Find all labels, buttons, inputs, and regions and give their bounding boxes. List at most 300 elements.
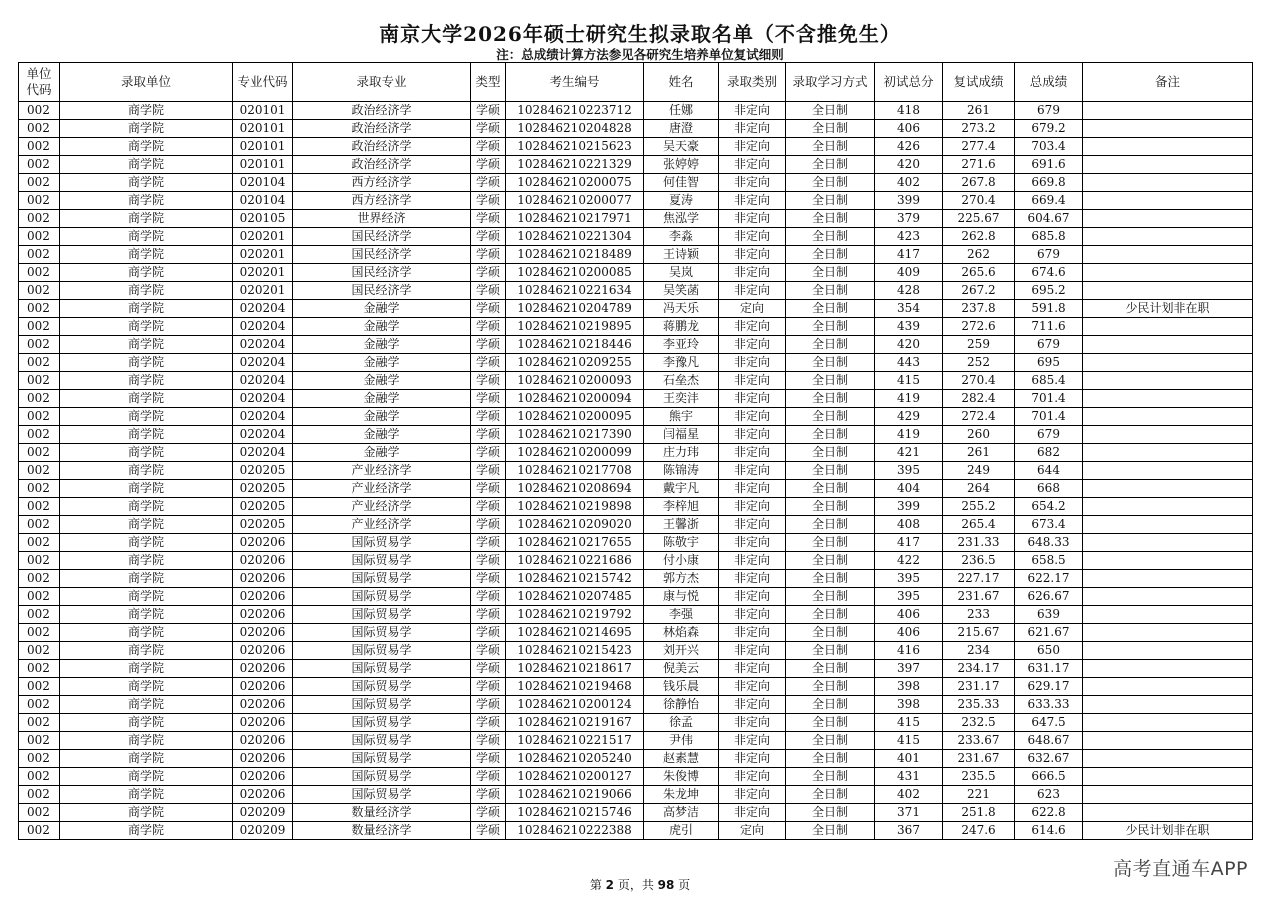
table-row: [19, 174, 1253, 192]
cell-prelim-score: 419: [875, 390, 943, 408]
cell-major-name: 政治经济学: [293, 138, 471, 156]
cell-prelim-score: 406: [875, 120, 943, 138]
header-prelim-score: 初试总分: [875, 63, 943, 102]
cell-retest-score: 264: [943, 480, 1015, 498]
cell-unit-code: 002: [19, 318, 60, 336]
cell-remarks: [1083, 336, 1253, 354]
cell-major-code: 020101: [233, 138, 293, 156]
cell-study-mode: 全日制: [786, 732, 875, 750]
cell-candidate-id: 102846210218446: [506, 336, 644, 354]
cell-student-name: 赵素慧: [644, 750, 719, 768]
cell-unit-code: 002: [19, 336, 60, 354]
cell-admission-unit: 商学院: [60, 282, 233, 300]
cell-unit-code: 002: [19, 606, 60, 624]
cell-prelim-score: 417: [875, 246, 943, 264]
cell-major-code: 020206: [233, 534, 293, 552]
cell-admission-unit: 商学院: [60, 156, 233, 174]
cell-unit-code: 002: [19, 246, 60, 264]
cell-major-name: 国民经济学: [293, 246, 471, 264]
cell-student-name: 李豫凡: [644, 354, 719, 372]
cell-candidate-id: 102846210209255: [506, 354, 644, 372]
cell-major-name: 产业经济学: [293, 498, 471, 516]
cell-major-name: 金融学: [293, 390, 471, 408]
table-row: [19, 606, 1253, 624]
cell-degree-type: 学硕: [471, 588, 506, 606]
cell-remarks: [1083, 570, 1253, 588]
cell-candidate-id: 102846210221304: [506, 228, 644, 246]
cell-candidate-id: 102846210209020: [506, 516, 644, 534]
cell-degree-type: 学硕: [471, 138, 506, 156]
cell-candidate-id: 102846210215623: [506, 138, 644, 156]
cell-total-score: 622.17: [1015, 570, 1083, 588]
cell-major-code: 020209: [233, 804, 293, 822]
cell-total-score: 648.33: [1015, 534, 1083, 552]
cell-major-code: 020204: [233, 408, 293, 426]
cell-remarks: [1083, 462, 1253, 480]
cell-major-name: 国际贸易学: [293, 786, 471, 804]
cell-candidate-id: 102846210217971: [506, 210, 644, 228]
cell-prelim-score: 419: [875, 426, 943, 444]
cell-admission-unit: 商学院: [60, 174, 233, 192]
cell-study-mode: 全日制: [786, 300, 875, 318]
cell-retest-score: 270.4: [943, 192, 1015, 210]
cell-prelim-score: 395: [875, 570, 943, 588]
cell-admission-category: 非定向: [719, 282, 786, 300]
table-header: [19, 63, 1253, 102]
cell-degree-type: 学硕: [471, 768, 506, 786]
cell-major-code: 020204: [233, 300, 293, 318]
footer-suffix: 页: [674, 878, 691, 892]
cell-major-name: 政治经济学: [293, 156, 471, 174]
cell-student-name: 戴宇凡: [644, 480, 719, 498]
cell-unit-code: 002: [19, 534, 60, 552]
header-student-name: 姓名: [644, 63, 719, 102]
table-row: [19, 786, 1253, 804]
cell-candidate-id: 102846210214695: [506, 624, 644, 642]
cell-unit-code: 002: [19, 804, 60, 822]
cell-remarks: [1083, 750, 1253, 768]
cell-student-name: 钱乐晨: [644, 678, 719, 696]
cell-major-name: 政治经济学: [293, 102, 471, 120]
cell-unit-code: 002: [19, 714, 60, 732]
cell-admission-category: 非定向: [719, 480, 786, 498]
cell-major-name: 政治经济学: [293, 120, 471, 138]
page-footer: [0, 876, 1280, 893]
cell-admission-unit: 商学院: [60, 534, 233, 552]
cell-remarks: [1083, 678, 1253, 696]
cell-degree-type: 学硕: [471, 372, 506, 390]
cell-degree-type: 学硕: [471, 408, 506, 426]
cell-retest-score: 282.4: [943, 390, 1015, 408]
cell-total-score: 669.8: [1015, 174, 1083, 192]
cell-major-code: 020204: [233, 372, 293, 390]
cell-total-score: 695.2: [1015, 282, 1083, 300]
cell-candidate-id: 102846210218489: [506, 246, 644, 264]
cell-study-mode: 全日制: [786, 264, 875, 282]
cell-prelim-score: 402: [875, 786, 943, 804]
header-unit-code: 单位代码: [19, 63, 60, 102]
cell-admission-category: 非定向: [719, 624, 786, 642]
cell-prelim-score: 367: [875, 822, 943, 840]
cell-admission-category: 非定向: [719, 714, 786, 732]
cell-study-mode: 全日制: [786, 102, 875, 120]
footer-prefix: 第: [589, 878, 606, 892]
cell-remarks: [1083, 696, 1253, 714]
cell-major-name: 产业经济学: [293, 516, 471, 534]
cell-degree-type: 学硕: [471, 210, 506, 228]
table-row: [19, 516, 1253, 534]
cell-total-score: 691.6: [1015, 156, 1083, 174]
cell-study-mode: 全日制: [786, 588, 875, 606]
cell-major-name: 西方经济学: [293, 174, 471, 192]
table-row: [19, 534, 1253, 552]
cell-study-mode: 全日制: [786, 714, 875, 732]
cell-retest-score: 265.6: [943, 264, 1015, 282]
cell-major-name: 西方经济学: [293, 192, 471, 210]
cell-study-mode: 全日制: [786, 822, 875, 840]
cell-study-mode: 全日制: [786, 282, 875, 300]
table-row: [19, 714, 1253, 732]
cell-unit-code: 002: [19, 138, 60, 156]
cell-admission-category: 非定向: [719, 336, 786, 354]
cell-candidate-id: 102846210200095: [506, 408, 644, 426]
cell-degree-type: 学硕: [471, 786, 506, 804]
cell-remarks: [1083, 642, 1253, 660]
cell-admission-category: 非定向: [719, 588, 786, 606]
cell-remarks: [1083, 282, 1253, 300]
cell-prelim-score: 422: [875, 552, 943, 570]
cell-candidate-id: 102846210221634: [506, 282, 644, 300]
cell-candidate-id: 102846210217708: [506, 462, 644, 480]
cell-retest-score: 260: [943, 426, 1015, 444]
cell-prelim-score: 416: [875, 642, 943, 660]
cell-student-name: 吴岚: [644, 264, 719, 282]
table-body: [19, 102, 1253, 840]
cell-major-name: 金融学: [293, 336, 471, 354]
cell-student-name: 王奕沣: [644, 390, 719, 408]
cell-prelim-score: 443: [875, 354, 943, 372]
cell-admission-category: 非定向: [719, 786, 786, 804]
cell-retest-score: 272.6: [943, 318, 1015, 336]
table-row: [19, 678, 1253, 696]
cell-admission-unit: 商学院: [60, 552, 233, 570]
cell-degree-type: 学硕: [471, 156, 506, 174]
cell-candidate-id: 102846210200127: [506, 768, 644, 786]
cell-major-name: 数量经济学: [293, 804, 471, 822]
cell-degree-type: 学硕: [471, 102, 506, 120]
cell-retest-score: 231.67: [943, 750, 1015, 768]
cell-unit-code: 002: [19, 444, 60, 462]
cell-admission-unit: 商学院: [60, 462, 233, 480]
cell-total-score: 703.4: [1015, 138, 1083, 156]
table-row: [19, 246, 1253, 264]
cell-study-mode: 全日制: [786, 750, 875, 768]
cell-remarks: [1083, 408, 1253, 426]
cell-student-name: 李亚玲: [644, 336, 719, 354]
table-row: [19, 372, 1253, 390]
cell-admission-unit: 商学院: [60, 444, 233, 462]
cell-remarks: [1083, 174, 1253, 192]
cell-study-mode: 全日制: [786, 552, 875, 570]
cell-major-code: 020205: [233, 498, 293, 516]
cell-candidate-id: 102846210200075: [506, 174, 644, 192]
cell-admission-unit: 商学院: [60, 300, 233, 318]
table-row: [19, 462, 1253, 480]
cell-degree-type: 学硕: [471, 318, 506, 336]
cell-admission-category: 非定向: [719, 606, 786, 624]
cell-admission-unit: 商学院: [60, 372, 233, 390]
cell-degree-type: 学硕: [471, 552, 506, 570]
table-row: [19, 426, 1253, 444]
cell-degree-type: 学硕: [471, 264, 506, 282]
cell-retest-score: 233.67: [943, 732, 1015, 750]
cell-admission-category: 非定向: [719, 174, 786, 192]
cell-retest-score: 267.8: [943, 174, 1015, 192]
header-degree-type: 类型: [471, 63, 506, 102]
cell-candidate-id: 102846210218617: [506, 660, 644, 678]
cell-admission-category: 非定向: [719, 642, 786, 660]
cell-admission-category: 非定向: [719, 462, 786, 480]
cell-prelim-score: 408: [875, 516, 943, 534]
cell-major-code: 020209: [233, 822, 293, 840]
cell-admission-category: 非定向: [719, 246, 786, 264]
cell-student-name: 陈敬宇: [644, 534, 719, 552]
cell-retest-score: 272.4: [943, 408, 1015, 426]
cell-major-name: 金融学: [293, 300, 471, 318]
cell-prelim-score: 406: [875, 606, 943, 624]
cell-degree-type: 学硕: [471, 732, 506, 750]
table-row: [19, 390, 1253, 408]
cell-unit-code: 002: [19, 570, 60, 588]
cell-admission-category: 非定向: [719, 192, 786, 210]
cell-admission-unit: 商学院: [60, 138, 233, 156]
cell-retest-score: 231.33: [943, 534, 1015, 552]
cell-major-code: 020101: [233, 102, 293, 120]
cell-admission-unit: 商学院: [60, 822, 233, 840]
cell-retest-score: 277.4: [943, 138, 1015, 156]
cell-degree-type: 学硕: [471, 606, 506, 624]
cell-degree-type: 学硕: [471, 624, 506, 642]
cell-admission-unit: 商学院: [60, 318, 233, 336]
cell-remarks: [1083, 120, 1253, 138]
cell-student-name: 任娜: [644, 102, 719, 120]
cell-total-score: 639: [1015, 606, 1083, 624]
cell-major-code: 020206: [233, 768, 293, 786]
cell-retest-score: 234: [943, 642, 1015, 660]
table-row: [19, 192, 1253, 210]
cell-student-name: 李淼: [644, 228, 719, 246]
cell-unit-code: 002: [19, 660, 60, 678]
cell-candidate-id: 102846210215746: [506, 804, 644, 822]
cell-total-score: 591.8: [1015, 300, 1083, 318]
cell-candidate-id: 102846210219066: [506, 786, 644, 804]
cell-unit-code: 002: [19, 192, 60, 210]
cell-total-score: 685.8: [1015, 228, 1083, 246]
cell-student-name: 徐静怡: [644, 696, 719, 714]
cell-major-name: 国际贸易学: [293, 678, 471, 696]
cell-student-name: 李强: [644, 606, 719, 624]
cell-retest-score: 221: [943, 786, 1015, 804]
cell-admission-category: 非定向: [719, 516, 786, 534]
table-row: [19, 822, 1253, 840]
cell-degree-type: 学硕: [471, 696, 506, 714]
table-row: [19, 120, 1253, 138]
cell-remarks: [1083, 102, 1253, 120]
cell-study-mode: 全日制: [786, 138, 875, 156]
cell-major-name: 国际贸易学: [293, 534, 471, 552]
cell-retest-score: 237.8: [943, 300, 1015, 318]
cell-degree-type: 学硕: [471, 750, 506, 768]
cell-remarks: [1083, 426, 1253, 444]
cell-major-code: 020204: [233, 354, 293, 372]
cell-remarks: [1083, 372, 1253, 390]
cell-prelim-score: 426: [875, 138, 943, 156]
cell-candidate-id: 102846210223712: [506, 102, 644, 120]
cell-student-name: 高梦洁: [644, 804, 719, 822]
cell-unit-code: 002: [19, 642, 60, 660]
cell-admission-category: 非定向: [719, 102, 786, 120]
cell-admission-category: 非定向: [719, 372, 786, 390]
cell-study-mode: 全日制: [786, 390, 875, 408]
cell-remarks: [1083, 264, 1253, 282]
cell-retest-score: 271.6: [943, 156, 1015, 174]
cell-unit-code: 002: [19, 408, 60, 426]
cell-student-name: 闫福星: [644, 426, 719, 444]
cell-major-code: 020205: [233, 516, 293, 534]
cell-candidate-id: 102846210215423: [506, 642, 644, 660]
cell-total-score: 604.67: [1015, 210, 1083, 228]
cell-student-name: 熊宇: [644, 408, 719, 426]
cell-study-mode: 全日制: [786, 606, 875, 624]
cell-admission-category: 非定向: [719, 732, 786, 750]
cell-admission-unit: 商学院: [60, 210, 233, 228]
cell-unit-code: 002: [19, 462, 60, 480]
cell-remarks: [1083, 714, 1253, 732]
cell-candidate-id: 102846210200085: [506, 264, 644, 282]
cell-remarks: [1083, 624, 1253, 642]
cell-student-name: 林焰森: [644, 624, 719, 642]
table-row: [19, 408, 1253, 426]
cell-student-name: 焦泓学: [644, 210, 719, 228]
cell-admission-category: 非定向: [719, 264, 786, 282]
cell-candidate-id: 102846210200093: [506, 372, 644, 390]
cell-unit-code: 002: [19, 300, 60, 318]
cell-major-code: 020206: [233, 606, 293, 624]
cell-student-name: 倪美云: [644, 660, 719, 678]
cell-candidate-id: 102846210200124: [506, 696, 644, 714]
cell-major-code: 020205: [233, 480, 293, 498]
cell-remarks: [1083, 804, 1253, 822]
cell-remarks: 少民计划非在职: [1083, 300, 1253, 318]
cell-admission-category: 非定向: [719, 228, 786, 246]
cell-student-name: 王诗颖: [644, 246, 719, 264]
cell-unit-code: 002: [19, 264, 60, 282]
cell-study-mode: 全日制: [786, 678, 875, 696]
cell-total-score: 679: [1015, 102, 1083, 120]
cell-prelim-score: 421: [875, 444, 943, 462]
cell-degree-type: 学硕: [471, 822, 506, 840]
table-row: [19, 156, 1253, 174]
table-row: [19, 210, 1253, 228]
cell-study-mode: 全日制: [786, 210, 875, 228]
cell-admission-unit: 商学院: [60, 588, 233, 606]
cell-admission-category: 非定向: [719, 156, 786, 174]
cell-student-name: 徐孟: [644, 714, 719, 732]
header-study-mode: 录取学习方式: [786, 63, 875, 102]
cell-prelim-score: 418: [875, 102, 943, 120]
cell-major-code: 020206: [233, 624, 293, 642]
cell-major-name: 数量经济学: [293, 822, 471, 840]
table-row: [19, 354, 1253, 372]
cell-student-name: 何佳智: [644, 174, 719, 192]
table-row: [19, 624, 1253, 642]
cell-major-name: 国际贸易学: [293, 750, 471, 768]
header-admission-category: 录取类别: [719, 63, 786, 102]
cell-admission-category: 非定向: [719, 354, 786, 372]
cell-total-score: 658.5: [1015, 552, 1083, 570]
table-row: [19, 102, 1253, 120]
cell-prelim-score: 395: [875, 588, 943, 606]
table-row: [19, 750, 1253, 768]
table-row: [19, 318, 1253, 336]
cell-degree-type: 学硕: [471, 246, 506, 264]
cell-retest-score: 235.5: [943, 768, 1015, 786]
cell-remarks: [1083, 480, 1253, 498]
table-row: [19, 642, 1253, 660]
cell-student-name: 陈锦涛: [644, 462, 719, 480]
cell-degree-type: 学硕: [471, 282, 506, 300]
cell-major-code: 020204: [233, 390, 293, 408]
cell-retest-score: 251.8: [943, 804, 1015, 822]
cell-admission-unit: 商学院: [60, 642, 233, 660]
cell-total-score: 654.2: [1015, 498, 1083, 516]
cell-prelim-score: 420: [875, 156, 943, 174]
cell-major-code: 020206: [233, 642, 293, 660]
cell-degree-type: 学硕: [471, 174, 506, 192]
cell-retest-score: 247.6: [943, 822, 1015, 840]
cell-admission-category: 非定向: [719, 552, 786, 570]
cell-major-name: 国际贸易学: [293, 624, 471, 642]
cell-prelim-score: 415: [875, 372, 943, 390]
cell-remarks: [1083, 444, 1253, 462]
cell-total-score: 626.67: [1015, 588, 1083, 606]
cell-major-code: 020204: [233, 444, 293, 462]
cell-degree-type: 学硕: [471, 300, 506, 318]
cell-unit-code: 002: [19, 696, 60, 714]
cell-retest-score: 231.17: [943, 678, 1015, 696]
watermark: 高考直通车APP: [1113, 858, 1248, 880]
cell-candidate-id: 102846210221329: [506, 156, 644, 174]
cell-major-name: 产业经济学: [293, 462, 471, 480]
cell-remarks: [1083, 516, 1253, 534]
cell-study-mode: 全日制: [786, 444, 875, 462]
cell-candidate-id: 102846210200099: [506, 444, 644, 462]
cell-retest-score: 233: [943, 606, 1015, 624]
cell-admission-unit: 商学院: [60, 246, 233, 264]
cell-major-name: 国际贸易学: [293, 660, 471, 678]
cell-prelim-score: 415: [875, 732, 943, 750]
cell-prelim-score: 417: [875, 534, 943, 552]
cell-student-name: 夏涛: [644, 192, 719, 210]
cell-total-score: 614.6: [1015, 822, 1083, 840]
cell-admission-unit: 商学院: [60, 786, 233, 804]
cell-unit-code: 002: [19, 390, 60, 408]
cell-major-code: 020206: [233, 660, 293, 678]
cell-admission-unit: 商学院: [60, 228, 233, 246]
cell-student-name: 王馨浙: [644, 516, 719, 534]
cell-remarks: [1083, 228, 1253, 246]
cell-major-name: 国际贸易学: [293, 696, 471, 714]
